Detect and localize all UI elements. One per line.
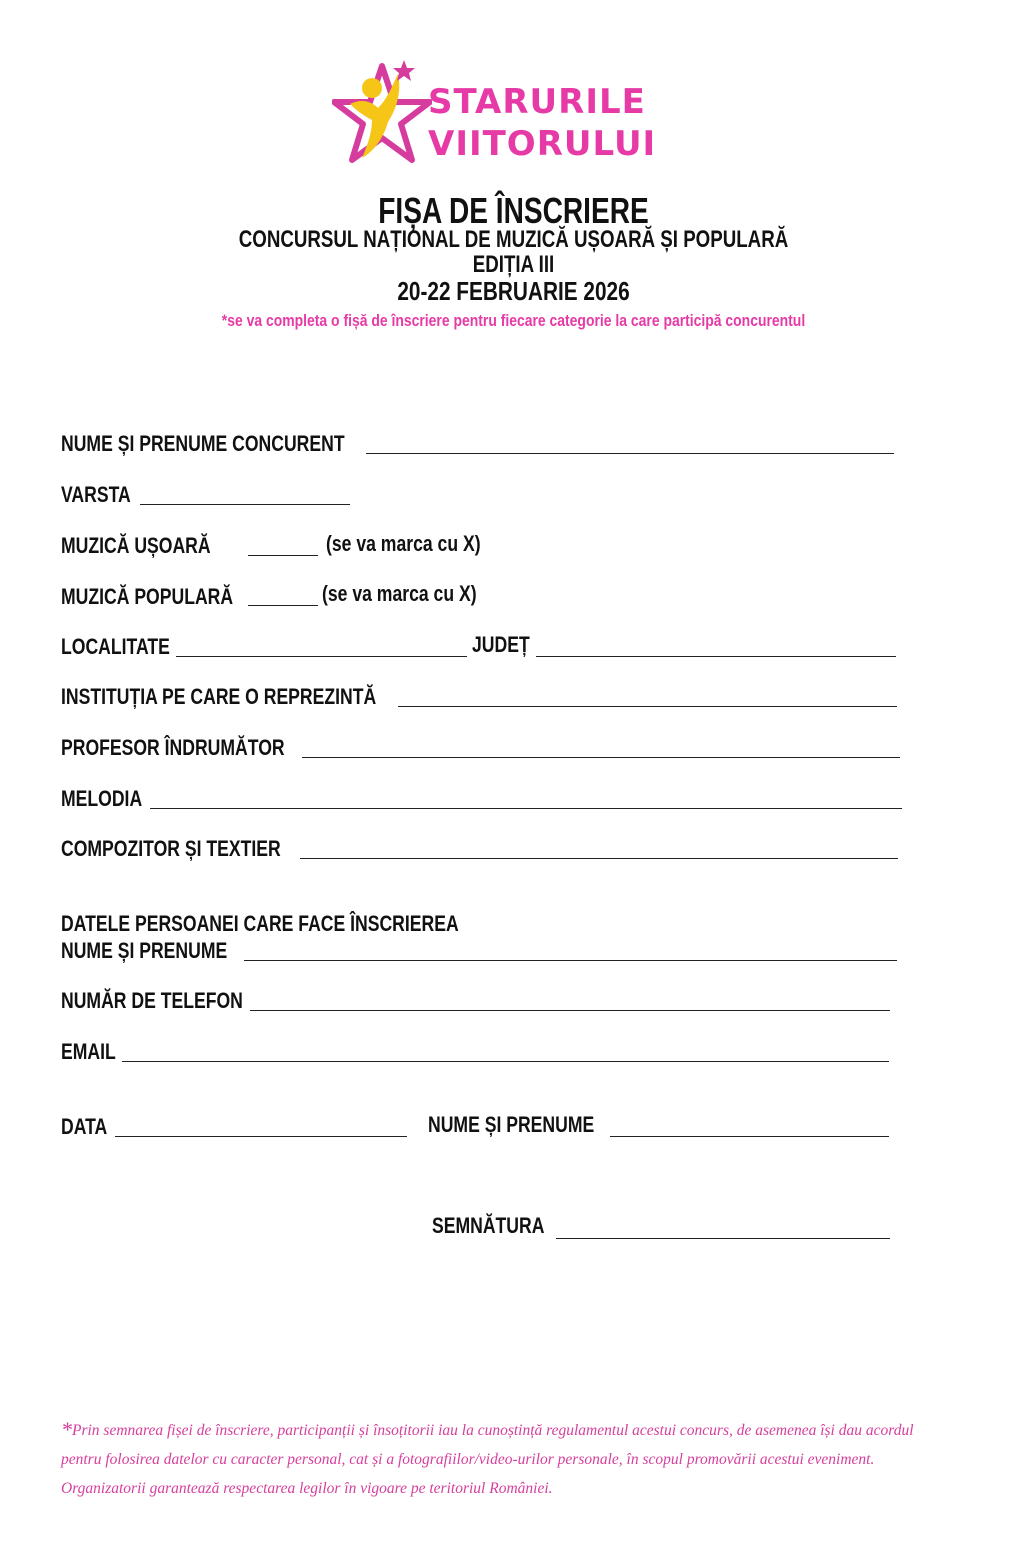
field-row-composer	[61, 832, 336, 862]
field-label-email: EMAIL	[61, 1039, 116, 1064]
field-row-institution	[61, 680, 455, 710]
field-line-date[interactable]	[115, 1136, 407, 1137]
field-row-email	[61, 1035, 129, 1065]
field-label-institution: INSTITUȚIA PE CARE O REPREZINTĂ	[61, 684, 377, 709]
field-line-signature[interactable]	[556, 1238, 890, 1239]
brand-line-1: STARURILE	[428, 82, 646, 122]
field-row-date	[61, 1110, 119, 1140]
field-row-song	[61, 782, 162, 812]
field-label-closing-name: NUME ȘI PRENUME	[428, 1112, 595, 1137]
brand-logo	[332, 58, 672, 170]
field-line-locality[interactable]	[176, 656, 467, 657]
field-label-signature: SEMNĂTURA	[432, 1213, 545, 1238]
field-label-name: NUME ȘI PRENUME CONCURENT	[61, 431, 345, 456]
star-figure-icon	[332, 58, 432, 170]
field-label-phone: NUMĂR DE TELEFON	[61, 988, 243, 1013]
registrant-heading-row	[61, 907, 558, 937]
field-line-email[interactable]	[122, 1061, 889, 1062]
field-line-registrant-name[interactable]	[244, 960, 897, 961]
field-row-name	[61, 427, 415, 457]
field-row-folk-music	[61, 580, 276, 610]
field-label-song: MELODIA	[61, 786, 143, 811]
brand-line-2: VIITORULUI	[428, 124, 657, 164]
field-label-composer: COMPOZITOR ȘI TEXTIER	[61, 836, 281, 861]
field-row-registrant-name	[61, 934, 269, 964]
field-label-date: DATA	[61, 1114, 108, 1139]
category-note: *se va completa o fișă de înscriere pentru fiecare categorie la care participă concurentul	[221, 311, 806, 330]
field-row-age	[61, 478, 148, 508]
field-line-phone[interactable]	[250, 1010, 890, 1011]
footnote-text: Prin semnarea fișei de înscriere, participanții și însoțitorii iau la cunoștință regulamentul acestui concurs, de asemenea își dau acordul pentru folosirea datelor cu caracter personal, cat și a fotografiilor/video-urilor personale, în scopul promovării acestui eveniment. Organizatorii garantează respectarea legilor în vigoare pe teritoriul României.	[61, 1422, 914, 1497]
field-line-song[interactable]	[150, 808, 902, 809]
field-line-name[interactable]	[366, 453, 894, 454]
field-line-composer[interactable]	[300, 858, 898, 859]
mark-hint-folk: (se va marca cu X)	[322, 581, 477, 606]
field-line-county[interactable]	[536, 656, 896, 657]
field-row-teacher	[61, 731, 341, 761]
field-label-light-music: MUZICĂ UȘOARĂ	[61, 533, 211, 558]
mark-line-folk-music[interactable]	[248, 605, 318, 606]
field-row-light-music	[61, 529, 248, 559]
edition: EDIȚIA III	[472, 251, 555, 278]
field-label-locality: LOCALITATE	[61, 634, 170, 659]
registrant-heading: DATELE PERSOANEI CARE FACE ÎNSCRIEREA	[61, 911, 459, 936]
page-title: FIȘA DE ÎNSCRIERE	[378, 190, 649, 231]
field-label-registrant-name: NUME ȘI PRENUME	[61, 938, 228, 963]
field-line-age[interactable]	[140, 504, 350, 505]
field-line-closing-name[interactable]	[610, 1136, 889, 1137]
consent-footnote	[61, 1415, 931, 1503]
field-line-institution[interactable]	[398, 706, 897, 707]
field-label-county: JUDEȚ	[472, 632, 530, 657]
field-label-age: VARSTA	[61, 482, 131, 507]
field-label-folk-music: MUZICĂ POPULARĂ	[61, 584, 234, 609]
mark-hint-light: (se va marca cu X)	[326, 531, 481, 556]
contest-dates: 20-22 FEBRUARIE 2026	[397, 276, 630, 306]
field-label-teacher: PROFESOR ÎNDRUMĂTOR	[61, 735, 285, 760]
footnote-asterisk: *	[61, 1417, 72, 1442]
mark-line-light-music[interactable]	[248, 555, 318, 556]
field-line-teacher[interactable]	[302, 757, 900, 758]
contest-name: CONCURSUL NAȚIONAL DE MUZICĂ UȘOARĂ ȘI POPULARĂ	[238, 226, 789, 253]
